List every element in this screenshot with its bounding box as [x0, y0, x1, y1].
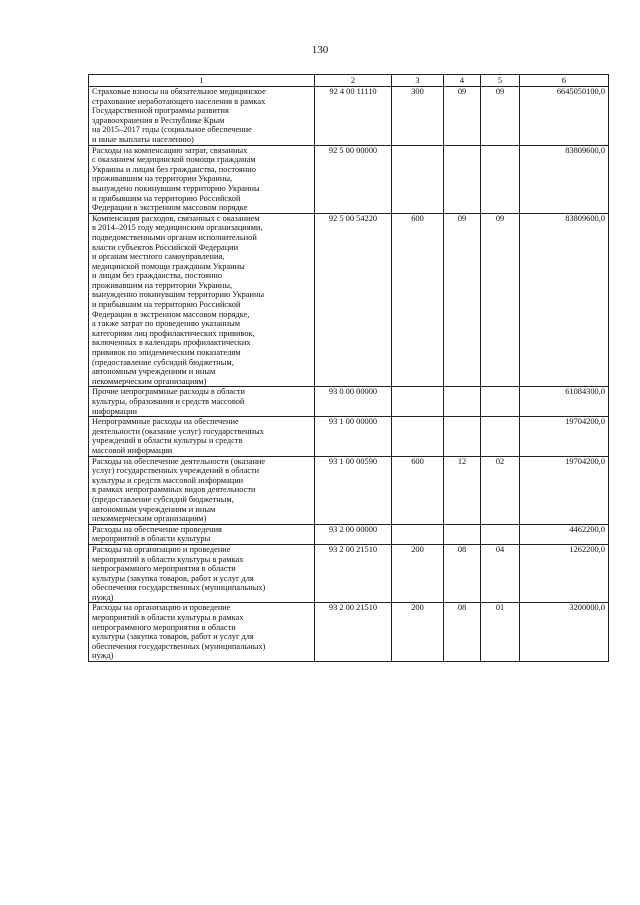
table-row: [89, 87, 609, 146]
expense-name-cell: [89, 524, 315, 544]
expense-name-line: категориям лиц профилактических прививок,: [92, 328, 255, 338]
expense-type-cell: [392, 387, 444, 417]
table-row: [89, 417, 609, 456]
expense-name-line: некоммерческим организациям): [92, 514, 207, 524]
table-row: [89, 603, 609, 662]
header-cell-4: 4: [444, 75, 481, 87]
expense-name-line: мероприятий в области культуры в рамках: [92, 554, 244, 564]
target-code-cell: 93 1 00 00590: [315, 456, 392, 524]
expense-name-line: Непрограммные расходы на обеспечение: [92, 417, 239, 427]
expense-type-cell: 300: [392, 87, 444, 146]
expense-name-line: учреждений в области культуры и средств: [92, 436, 243, 446]
expense-name-line: и прибывшим на территорию Российской: [92, 193, 241, 203]
table-row: [89, 387, 609, 417]
expense-name-cell: [89, 387, 315, 417]
expense-name-line: в 2014–2015 году медицинским организациями,: [92, 223, 263, 233]
expense-name-line: в рамках непрограммных видов деятельности: [92, 485, 256, 495]
expense-name-line: Государственной программы развития: [92, 106, 229, 116]
section-cell: 09: [444, 213, 481, 387]
subsection-cell: 09: [481, 87, 520, 146]
expense-name-line: мероприятий в области культуры в рамках: [92, 613, 244, 623]
expense-name-line: (предоставление субсидий бюджетным,: [92, 357, 234, 367]
target-code-cell: 93 2 00 21510: [315, 603, 392, 662]
target-code-cell: 92 5 00 54220: [315, 213, 392, 387]
expense-name-line: культуры (закупка товаров, работ и услуг для: [92, 632, 254, 642]
expense-name-line: вынуждено покинувшим территорию Украины: [92, 183, 260, 193]
expense-name-line: здравоохранения в Республике Крым: [92, 115, 225, 125]
expense-name-line: включенных в календарь профилактических: [92, 338, 251, 348]
expense-name-line: власти субъектов Российской Федерации: [92, 242, 239, 252]
expense-name-line: культуры и средств массовой информации: [92, 475, 244, 485]
section-cell: 08: [444, 603, 481, 662]
expense-name-cell: [89, 213, 315, 387]
section-cell: [444, 387, 481, 417]
expense-name-line: и прибывшим на территорию Российской: [92, 300, 241, 310]
expense-name-line: а также затрат по проведению указанным: [92, 319, 241, 329]
expense-name-line: прививок по эпидемическим показателям: [92, 348, 241, 358]
subsection-cell: [481, 417, 520, 456]
section-cell: 08: [444, 544, 481, 603]
expense-name-line: обеспечения государственных (муниципальных): [92, 583, 266, 593]
expense-type-cell: [392, 417, 444, 456]
expense-name-line: страхование неработающего населения в рамках: [92, 96, 266, 106]
amount-cell: 83809600,0: [520, 145, 609, 213]
target-code-cell: 93 1 00 00000: [315, 417, 392, 456]
expense-name-line: и органам местного самоуправления,: [92, 252, 225, 262]
expense-name-line: автономным учреждениям и иным: [92, 367, 216, 377]
header-cell-5: 5: [481, 75, 520, 87]
expense-type-cell: 200: [392, 544, 444, 603]
expense-name-line: нужд): [92, 592, 114, 602]
expense-name-line: Расходы на компенсацию затрат, связанных: [92, 145, 248, 155]
amount-cell: 19704200,0: [520, 456, 609, 524]
expense-name-line: массовой информации: [92, 445, 173, 455]
expense-name-line: некоммерческим организациям): [92, 376, 207, 386]
expense-name-line: информации: [92, 406, 138, 416]
header-cell-1: 1: [89, 75, 315, 87]
section-cell: [444, 417, 481, 456]
amount-cell: 4462200,0: [520, 524, 609, 544]
amount-cell: 61084300,0: [520, 387, 609, 417]
expense-name-line: и иные выплаты населению): [92, 134, 194, 144]
amount-cell: 6645050100,0: [520, 87, 609, 146]
header-cell-3: 3: [392, 75, 444, 87]
expense-name-line: непрограммного мероприятия в области: [92, 622, 236, 632]
table-row: [89, 145, 609, 213]
amount-cell: 1262200,0: [520, 544, 609, 603]
subsection-cell: [481, 524, 520, 544]
expense-name-line: деятельности (оказание услуг) государственных: [92, 426, 264, 436]
expense-name-line: обеспечения государственных (муниципальных): [92, 641, 266, 651]
expense-name-line: автономным учреждениям и иным: [92, 504, 216, 514]
expense-name-line: вынужденно покинувшим территорию Украины: [92, 290, 265, 300]
expense-name-line: непрограммного мероприятия в области: [92, 564, 236, 574]
expense-name-cell: [89, 417, 315, 456]
expense-name-line: Расходы на обеспечение деятельности (оказание: [92, 456, 266, 466]
expense-name-line: Страховые взносы на обязательное медицинское: [92, 87, 266, 96]
header-cell-6: 6: [520, 75, 609, 87]
expense-name-line: Расходы на организацию и проведение: [92, 544, 231, 554]
target-code-cell: 93 2 00 00000: [315, 524, 392, 544]
expense-name-line: мероприятий в области культуры: [92, 534, 211, 544]
budget-table: [88, 74, 609, 662]
expense-name-line: Компенсация расходов, связанных с оказанием: [92, 213, 260, 223]
header-row: [89, 75, 609, 87]
expense-name-cell: [89, 603, 315, 662]
expense-name-line: Федерации в экстренном массовом порядке,: [92, 309, 250, 319]
expense-name-cell: [89, 87, 315, 146]
table-row: [89, 213, 609, 387]
table-row: [89, 524, 609, 544]
expense-name-line: услуг) государственных учреждений в области: [92, 466, 260, 476]
subsection-cell: [481, 145, 520, 213]
section-cell: 09: [444, 87, 481, 146]
target-code-cell: 92 5 00 00000: [315, 145, 392, 213]
expense-name-line: на 2015–2017 годы (социальное обеспечение: [92, 125, 252, 135]
expense-type-cell: [392, 145, 444, 213]
amount-cell: 83809600,0: [520, 213, 609, 387]
header-cell-2: 2: [315, 75, 392, 87]
expense-type-cell: [392, 524, 444, 544]
expense-name-cell: [89, 544, 315, 603]
subsection-cell: 09: [481, 213, 520, 387]
subsection-cell: 04: [481, 544, 520, 603]
expense-name-cell: [89, 145, 315, 213]
expense-name-line: (предоставление субсидий бюджетным,: [92, 494, 234, 504]
expense-name-line: нужд): [92, 651, 114, 661]
expense-name-line: Украины и лицам без гражданства, постоянно: [92, 164, 256, 174]
expense-name-line: медицинской помощи гражданам Украины: [92, 261, 245, 271]
amount-cell: 3200000,0: [520, 603, 609, 662]
table-row: [89, 456, 609, 524]
table-row: [89, 544, 609, 603]
expense-name-line: с оказанием медицинской помощи гражданам: [92, 155, 256, 165]
expense-type-cell: 200: [392, 603, 444, 662]
subsection-cell: [481, 387, 520, 417]
expense-name-line: культуры (закупка товаров, работ и услуг для: [92, 573, 254, 583]
expense-name-line: Прочие непрограммные расходы в области: [92, 387, 245, 397]
expense-name-line: Федерации в экстренном массовом порядке: [92, 203, 248, 213]
amount-cell: 19704200,0: [520, 417, 609, 456]
section-cell: [444, 145, 481, 213]
expense-name-line: проживавшим на территории Украины,: [92, 280, 233, 290]
expense-name-line: подведомственными органам исполнительной: [92, 232, 257, 242]
expense-type-cell: 600: [392, 213, 444, 387]
expense-name-line: Расходы на обеспечение проведения: [92, 524, 222, 534]
expense-type-cell: 600: [392, 456, 444, 524]
expense-name-line: и лицам без гражданства, постоянно: [92, 271, 223, 281]
target-code-cell: 93 2 00 21510: [315, 544, 392, 603]
expense-name-line: культуры, образования и средств массовой: [92, 397, 245, 406]
target-code-cell: 92 4 00 11110: [315, 87, 392, 146]
page-number: 130: [311, 44, 329, 56]
expense-name-cell: [89, 456, 315, 524]
section-cell: [444, 524, 481, 544]
subsection-cell: 01: [481, 603, 520, 662]
target-code-cell: 93 0 00 00000: [315, 387, 392, 417]
expense-name-line: проживавшим на территории Украины,: [92, 174, 233, 184]
expense-name-line: Расходы на организацию и проведение: [92, 603, 231, 613]
section-cell: 12: [444, 456, 481, 524]
subsection-cell: 02: [481, 456, 520, 524]
